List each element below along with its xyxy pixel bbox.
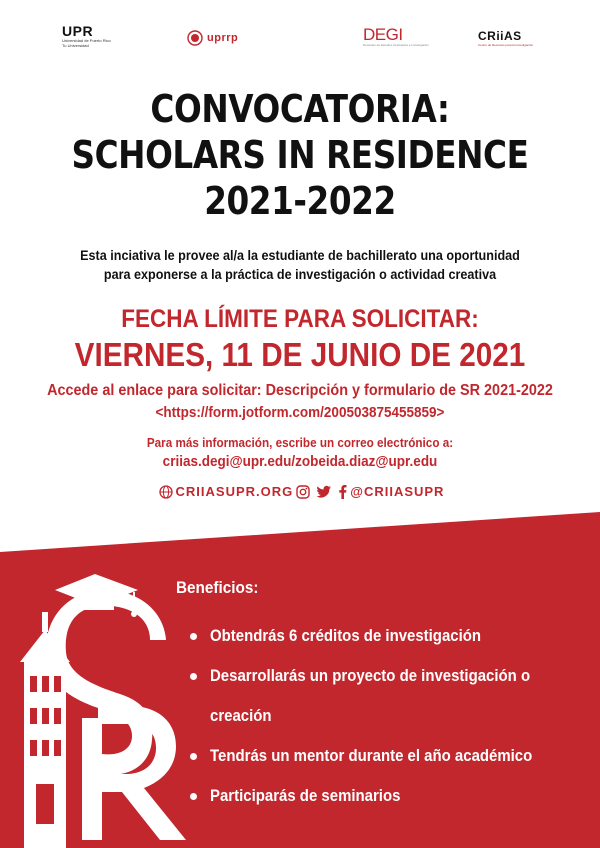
benefit-text: Participarás de seminarios — [210, 786, 401, 805]
contact-emails[interactable]: criias.degi@upr.edu/zobeida.diaz@upr.edu — [162, 453, 438, 470]
criias-logo-subtitle: Centro de Recursos para la Investigación — [478, 43, 534, 47]
intro-line-1: Esta inciativa le provee al/a la estudiante de bachillerato una oportunidad — [80, 247, 520, 263]
uprrp-logo-text: uprrp — [207, 32, 239, 44]
list-item — [176, 616, 596, 656]
apply-instructions: Accede al enlace para solicitar: Descripción y formulario de SR 2021-2022 — [47, 382, 553, 399]
deadline-label: FECHA LÍMITE PARA SOLICITAR: — [121, 305, 479, 333]
benefits-title: Beneficios: — [176, 578, 259, 597]
website-link[interactable]: CRIIASUPR.ORG — [175, 484, 294, 499]
deadline-date: VIERNES, 11 DE JUNIO DE 2021 — [74, 336, 526, 373]
intro-line-2: para exponerse a la práctica de investigación o actividad creativa — [103, 266, 497, 282]
benefits-list — [176, 616, 596, 816]
bullet-icon — [190, 633, 197, 640]
title-line-2: SCHOLARS IN RESIDENCE — [71, 133, 529, 177]
info-label: Para más información, escribe un correo electrónico a: — [146, 435, 454, 450]
list-item — [176, 736, 596, 776]
application-form-link[interactable]: <https://form.jotform.com/200503875455859> — [155, 404, 445, 421]
benefits-section — [176, 576, 596, 816]
upr-logo-tagline: Tu Universidad — [62, 43, 89, 48]
bullet-icon — [190, 753, 197, 760]
criias-logo-text: CRiiAS — [478, 29, 522, 43]
benefit-text: Obtendrás 6 créditos de investigación — [210, 626, 482, 645]
bullet-icon — [190, 673, 197, 680]
upr-logo-text: UPR — [62, 23, 94, 39]
title-line-1: CONVOCATORIA: — [150, 87, 450, 131]
upr-logo-subtitle: Universidad de Puerto Rico — [62, 38, 111, 43]
social-handle[interactable]: @CRIIASUPR — [350, 484, 445, 499]
list-item — [176, 776, 596, 816]
degi-logo-text: DEGI — [363, 25, 403, 44]
list-item — [176, 656, 596, 736]
benefit-text: Tendrás un mentor durante el año académico — [210, 746, 533, 765]
degi-logo-subtitle: Decanato de Estudios Graduados e Investigación — [363, 43, 429, 47]
benefit-text: Desarrollarás un proyecto de investigación o — [210, 666, 531, 685]
title-line-3: 2021-2022 — [204, 179, 396, 223]
bullet-icon — [190, 793, 197, 800]
benefit-text-continued: creación — [210, 706, 272, 725]
